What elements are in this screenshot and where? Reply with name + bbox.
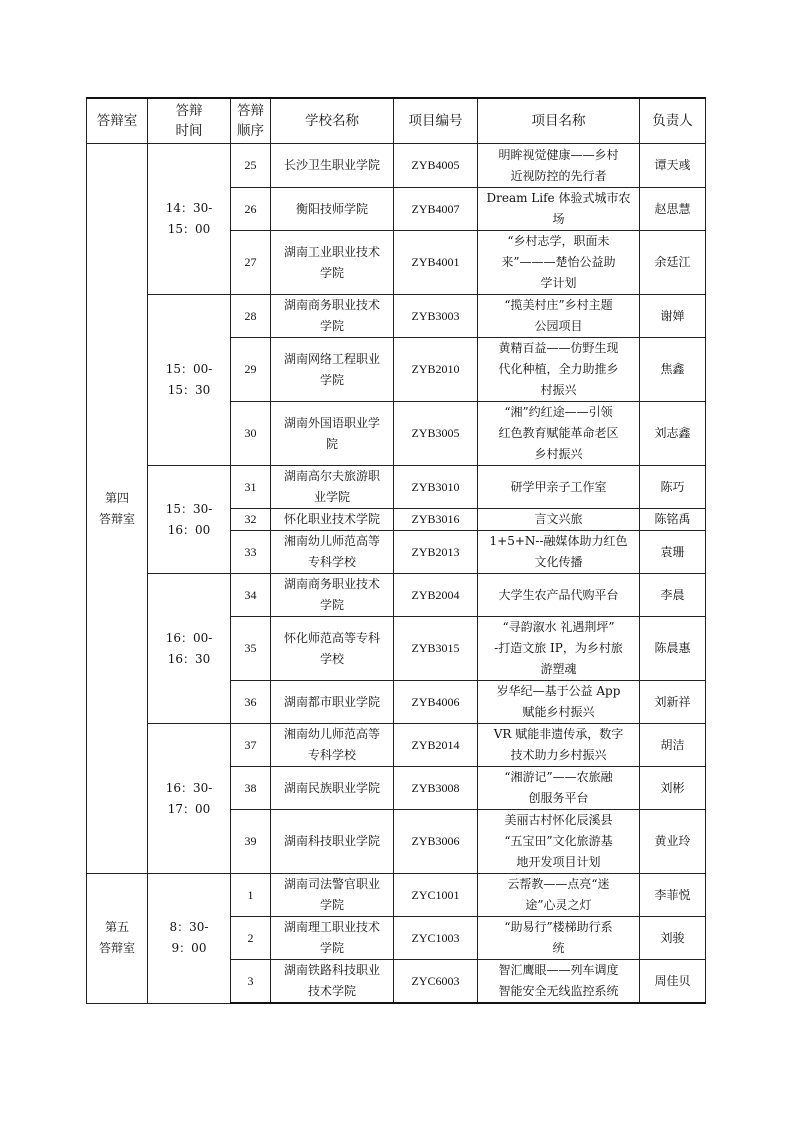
- lead-cell: 陈铭禹: [640, 509, 706, 531]
- project-name-cell: VR 赋能非遗传承，数字 技术助力乡村振兴: [478, 724, 640, 767]
- lead-cell: 李晨: [640, 574, 706, 617]
- project-name-cell: “寻韵溆水 礼遇荆坪” -打造文旅 IP，为乡村旅 游塑魂: [478, 617, 640, 681]
- project-name-cell: Dream Life 体验式城市农 场: [478, 188, 640, 231]
- school-cell: 衡阳技师学院: [271, 188, 394, 231]
- order-cell: 35: [231, 617, 271, 681]
- table-row: [87, 466, 706, 509]
- school-cell: 怀化师范高等专科 学校: [271, 617, 394, 681]
- lead-cell: 周佳贝: [640, 960, 706, 1004]
- order-cell: 33: [231, 531, 271, 574]
- project-name-cell: 大学生农产品代购平台: [478, 574, 640, 617]
- project-code-cell: ZYB4006: [394, 681, 478, 724]
- school-cell: 湖南外国语职业学 院: [271, 402, 394, 466]
- project-code-cell: ZYB2013: [394, 531, 478, 574]
- project-code-cell: ZYC1001: [394, 874, 478, 917]
- order-cell: 25: [231, 144, 271, 188]
- project-code-cell: ZYC1003: [394, 917, 478, 960]
- time-slot-cell: 14：30- 15：00: [148, 144, 231, 295]
- header-order: 答辩 顺序: [231, 98, 271, 144]
- order-cell: 27: [231, 231, 271, 295]
- project-name-cell: “湘游记”——农旅融 创服务平台: [478, 767, 640, 810]
- schedule-table: [86, 97, 706, 1004]
- project-code-cell: ZYB3005: [394, 402, 478, 466]
- time-slot-cell: 16：30- 17：00: [148, 724, 231, 874]
- project-code-cell: ZYB3006: [394, 810, 478, 874]
- school-cell: 湖南科技职业学院: [271, 810, 394, 874]
- project-name-cell: 研学甲亲子工作室: [478, 466, 640, 509]
- lead-cell: 刘新祥: [640, 681, 706, 724]
- order-cell: 32: [231, 509, 271, 531]
- order-cell: 34: [231, 574, 271, 617]
- project-name-cell: “揽美村庄”乡村主题 公园项目: [478, 295, 640, 338]
- project-name-cell: 黄精百益——仿野生现 代化种植，全力助推乡 村振兴: [478, 338, 640, 402]
- time-slot-cell: 15：30- 16：00: [148, 466, 231, 574]
- school-cell: 湖南民族职业学院: [271, 767, 394, 810]
- lead-cell: 袁珊: [640, 531, 706, 574]
- school-cell: 湖南商务职业技术 学院: [271, 295, 394, 338]
- project-code-cell: ZYB3008: [394, 767, 478, 810]
- school-cell: 湖南都市职业学院: [271, 681, 394, 724]
- project-code-cell: ZYB3015: [394, 617, 478, 681]
- order-cell: 38: [231, 767, 271, 810]
- header-code: 项目编号: [394, 98, 478, 144]
- project-name-cell: “湘”约红途——引领 红色教育赋能革命老区 乡村振兴: [478, 402, 640, 466]
- project-code-cell: ZYB3016: [394, 509, 478, 531]
- header-room: 答辩室: [87, 98, 148, 144]
- lead-cell: 李菲悦: [640, 874, 706, 917]
- time-slot-cell: 15：00- 15：30: [148, 295, 231, 466]
- order-cell: 26: [231, 188, 271, 231]
- order-cell: 30: [231, 402, 271, 466]
- order-cell: 2: [231, 917, 271, 960]
- order-cell: 31: [231, 466, 271, 509]
- project-name-cell: “助易行”楼梯助行系 统: [478, 917, 640, 960]
- header-lead: 负责人: [640, 98, 706, 144]
- project-name-cell: “乡村志学，职面未 来”———楚怡公益助 学计划: [478, 231, 640, 295]
- project-name-cell: 明眸视觉健康——乡村 近视防控的先行者: [478, 144, 640, 188]
- project-code-cell: ZYB3003: [394, 295, 478, 338]
- time-slot-cell: 16：00- 16：30: [148, 574, 231, 724]
- lead-cell: 谭天彧: [640, 144, 706, 188]
- table-row: [87, 574, 706, 617]
- project-name-cell: 1+5+N--融媒体助力红色 文化传播: [478, 531, 640, 574]
- lead-cell: 陈晨惠: [640, 617, 706, 681]
- school-cell: 湖南司法警官职业 学院: [271, 874, 394, 917]
- order-cell: 28: [231, 295, 271, 338]
- school-cell: 湖南网络工程职业 学院: [271, 338, 394, 402]
- lead-cell: 陈巧: [640, 466, 706, 509]
- school-cell: 湖南工业职业技术 学院: [271, 231, 394, 295]
- school-cell: 湖南理工职业技术 学院: [271, 917, 394, 960]
- lead-cell: 余廷江: [640, 231, 706, 295]
- school-cell: 湘南幼儿师范高等 专科学校: [271, 724, 394, 767]
- project-name-cell: 云帮教——点亮“迷 途”心灵之灯: [478, 874, 640, 917]
- table-row: [87, 144, 706, 188]
- project-code-cell: ZYB4001: [394, 231, 478, 295]
- schedule-body: [87, 144, 706, 1004]
- time-slot-cell: 8：30- 9：00: [148, 874, 231, 1004]
- order-cell: 37: [231, 724, 271, 767]
- table-row: [87, 295, 706, 338]
- header-project: 项目名称: [478, 98, 640, 144]
- project-code-cell: ZYB2014: [394, 724, 478, 767]
- lead-cell: 焦鑫: [640, 338, 706, 402]
- school-cell: 怀化职业技术学院: [271, 509, 394, 531]
- table-row: [87, 724, 706, 767]
- lead-cell: 胡洁: [640, 724, 706, 767]
- project-name-cell: 岁华纪—基于公益 App 赋能乡村振兴: [478, 681, 640, 724]
- project-code-cell: ZYB2010: [394, 338, 478, 402]
- project-name-cell: 智汇鹰眼——列车调度 智能安全无线监控系统: [478, 960, 640, 1004]
- lead-cell: 黄业玲: [640, 810, 706, 874]
- order-cell: 29: [231, 338, 271, 402]
- order-cell: 36: [231, 681, 271, 724]
- room-cell: 第五 答辩室: [87, 874, 148, 1004]
- room-cell: 第四 答辩室: [87, 144, 148, 874]
- project-code-cell: ZYB4007: [394, 188, 478, 231]
- header-row: [87, 98, 706, 144]
- order-cell: 39: [231, 810, 271, 874]
- order-cell: 1: [231, 874, 271, 917]
- project-code-cell: ZYB3010: [394, 466, 478, 509]
- lead-cell: 刘彬: [640, 767, 706, 810]
- header-time: 答辩 时间: [148, 98, 231, 144]
- order-cell: 3: [231, 960, 271, 1004]
- project-code-cell: ZYB2004: [394, 574, 478, 617]
- project-name-cell: 美丽古村怀化辰溪县 “五宝田”文化旅游基 地开发项目计划: [478, 810, 640, 874]
- lead-cell: 赵思慧: [640, 188, 706, 231]
- table-row: [87, 874, 706, 917]
- project-code-cell: ZYC6003: [394, 960, 478, 1004]
- lead-cell: 刘骏: [640, 917, 706, 960]
- school-cell: 湘南幼儿师范高等 专科学校: [271, 531, 394, 574]
- school-cell: 长沙卫生职业学院: [271, 144, 394, 188]
- school-cell: 湖南商务职业技术 学院: [271, 574, 394, 617]
- header-school: 学校名称: [271, 98, 394, 144]
- school-cell: 湖南高尔夫旅游职 业学院: [271, 466, 394, 509]
- project-name-cell: 言文兴旅: [478, 509, 640, 531]
- school-cell: 湖南铁路科技职业 技术学院: [271, 960, 394, 1004]
- project-code-cell: ZYB4005: [394, 144, 478, 188]
- lead-cell: 刘志鑫: [640, 402, 706, 466]
- lead-cell: 谢婵: [640, 295, 706, 338]
